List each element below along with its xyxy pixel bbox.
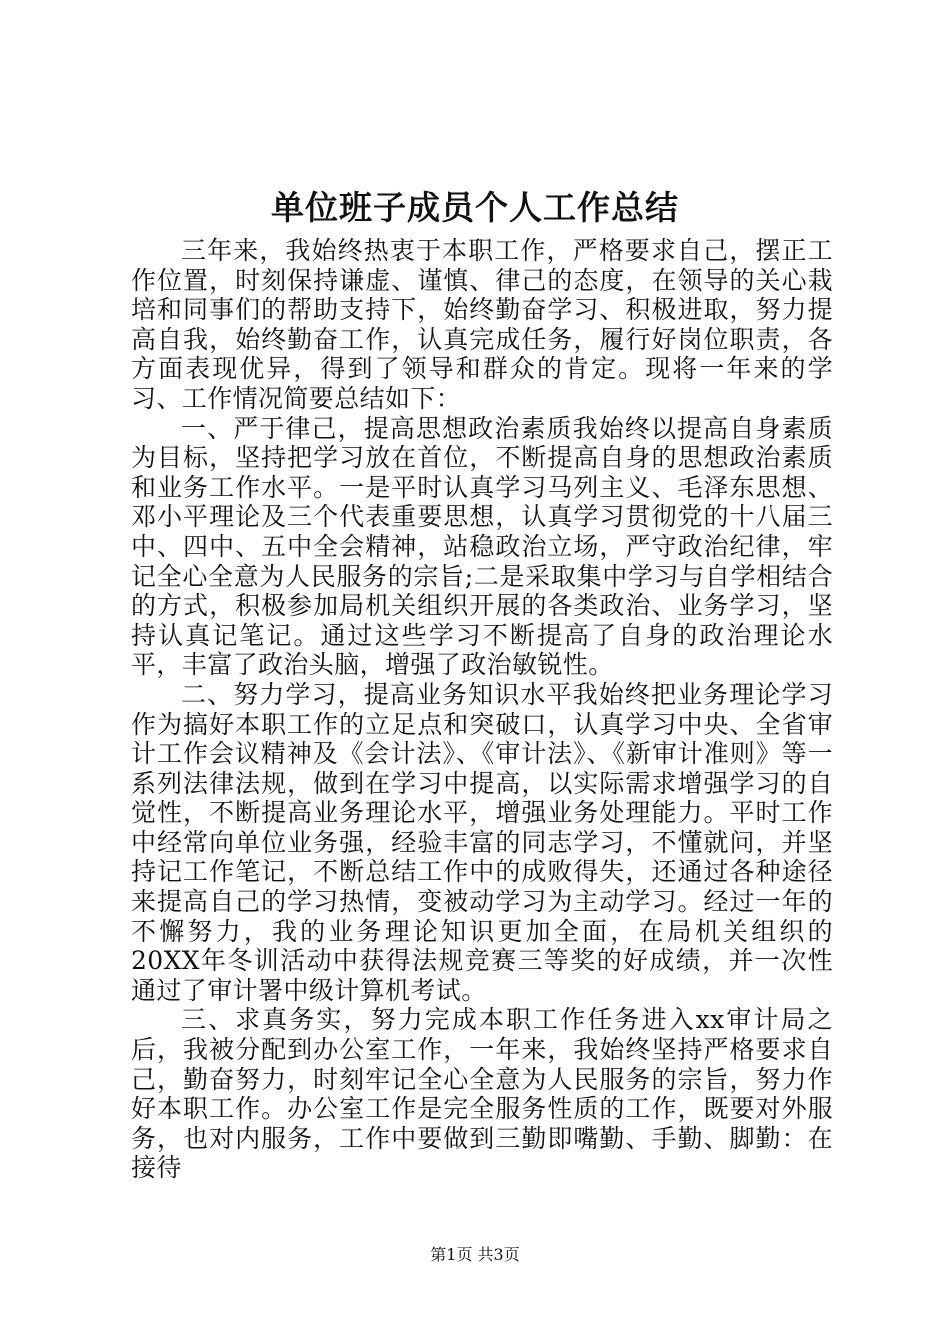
paragraph-section-2: 二、努力学习，提高业务知识水平我始终把业务理论学习作为搞好本职工作的立足点和突破口，认真学习中央、全省审计工作会议精神及《会计法》、《审计法》、《新审计准则》等一系列法律法规，做到在学习中提高，以实际需求增强学习的自觉性，不断提高业务理论水平，增强业务处理能力。平时工作中经常向单位业务强，经验丰富的同志学习，不懂就问，并坚持记工作笔记，不断总结工作中的成败得失，还通过各种途径来提高自己的学习热情，变被动学习为主动学习。经过一年的不懈努力，我的业务理论知识更加全面，在局机关组织的20XX年冬训活动中获得法规竞赛三等奖的好成绩，并一次性通过了审计署中级计算机考试。 <box>131 679 833 1005</box>
paragraph-intro: 三年来，我始终热衷于本职工作，严格要求自己，摆正工作位置，时刻保持谦虚、谨慎、律己的态度，在领导的关心栽培和同事们的帮助支持下，始终勤奋学习、积极进取，努力提高自我，始终勤奋工作，认真完成任务，履行好岗位职责，各方面表现优异，得到了领导和群众的肯定。现将一年来的学习、工作情况简要总结如下： <box>131 236 833 413</box>
document-body <box>131 236 833 1183</box>
page-number: 第1页 共3页 <box>430 1245 520 1264</box>
paragraph-section-1: 一、严于律己，提高思想政治素质我始终以提高自身素质为目标，坚持把学习放在首位，不断提高自身的思想政治素质和业务工作水平。一是平时认真学习马列主义、毛泽东思想、邓小平理论及三个代表重要思想，认真学习贯彻党的十八届三中、四中、五中全会精神，站稳政治立场，严守政治纪律，牢记全心全意为人民服务的宗旨;二是采取集中学习与自学相结合的方式，积极参加局机关组织开展的各类政治、业务学习，坚持认真记笔记。通过这些学习不断提高了自身的政治理论水平，丰富了政治头脑，增强了政治敏锐性。 <box>131 413 833 680</box>
page-footer <box>0 1244 950 1266</box>
document-title: 单位班子成员个人工作总结 <box>271 188 679 227</box>
paragraph-section-3: 三、求真务实，努力完成本职工作任务进入xx审计局之后，我被分配到办公室工作，一年来，我始终坚持严格要求自己，勤奋努力，时刻牢记全心全意为人民服务的宗旨，努力作好本职工作。办公室工作是完全服务性质的工作，既要对外服务，也对内服务，工作中要做到三勤即嘴勤、手勤、脚勤：在接待 <box>131 1005 833 1183</box>
